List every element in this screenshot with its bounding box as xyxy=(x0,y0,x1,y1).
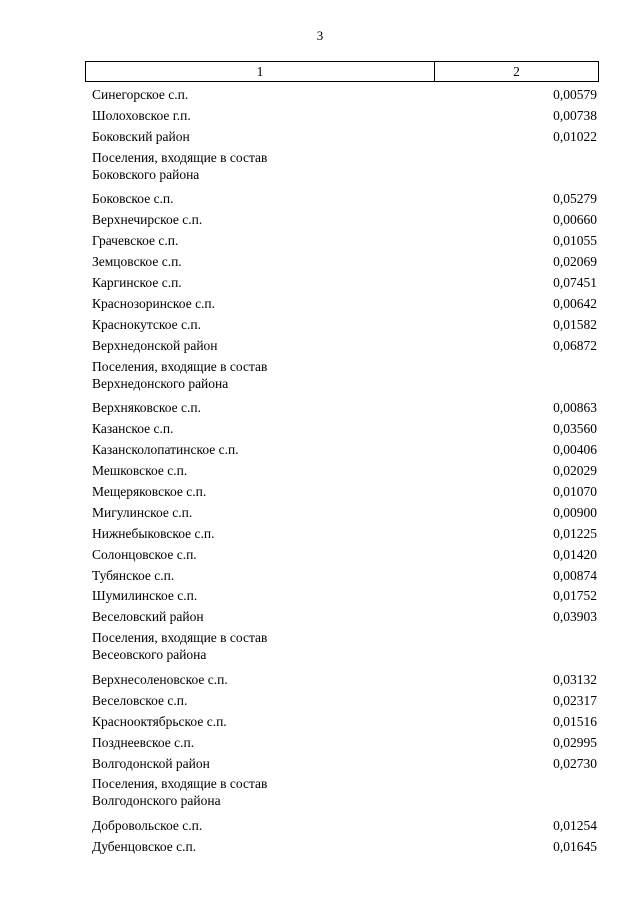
settlement-name: Краснокутское с.п. xyxy=(92,316,202,332)
coefficient-value: 0,02730 xyxy=(553,755,597,771)
table-row xyxy=(92,149,597,191)
settlement-name: Верхняковское с.п. xyxy=(92,400,201,416)
coefficient-value: 0,01645 xyxy=(553,839,597,855)
table-row xyxy=(92,713,597,734)
table-row xyxy=(92,483,597,504)
table-row xyxy=(92,86,597,107)
coefficient-value: 0,01516 xyxy=(553,713,597,729)
coefficient-value: 0,05279 xyxy=(553,191,597,207)
settlement-name: Синегорское с.п. xyxy=(92,87,189,102)
table-row xyxy=(92,337,597,358)
settlement-name: Веселовский район xyxy=(92,609,204,625)
settlement-name: Боковское с.п. xyxy=(92,191,174,207)
coefficient-value: 0,07451 xyxy=(553,275,597,291)
settlement-name: Поселения, входящие в состав Волгодонского района xyxy=(92,776,268,809)
table-row xyxy=(92,504,597,525)
settlement-name: Позднеевское с.п. xyxy=(92,734,195,750)
coefficient-value: 0,00660 xyxy=(553,212,597,228)
table-body xyxy=(92,86,597,859)
table-row xyxy=(92,692,597,713)
coefficient-value: 0,00900 xyxy=(553,504,597,520)
coefficient-value: 0,00642 xyxy=(553,295,597,311)
settlement-name: Верхнедонской район xyxy=(92,337,218,353)
table-row xyxy=(92,232,597,253)
settlement-name: Каргинское с.п. xyxy=(92,275,182,291)
table-row xyxy=(92,525,597,546)
settlement-name: Нижнебыковское с.п. xyxy=(92,525,215,541)
table-row xyxy=(92,838,597,859)
coefficient-value: 0,02029 xyxy=(553,463,597,479)
table-row xyxy=(92,128,597,149)
table-row xyxy=(92,107,597,128)
table-row xyxy=(92,671,597,692)
coefficient-value: 0,01022 xyxy=(553,128,597,144)
settlement-name: Веселовское с.п. xyxy=(92,692,188,708)
table-row xyxy=(92,587,597,608)
settlement-name: Шолоховское г.п. xyxy=(92,107,191,123)
table-row xyxy=(92,211,597,232)
settlement-name: Мигулинское с.п. xyxy=(92,504,193,520)
table-row xyxy=(92,253,597,274)
settlement-name: Казанское с.п. xyxy=(92,421,174,437)
coefficient-value: 0,00738 xyxy=(553,107,597,123)
settlement-name: Краснозоринское с.п. xyxy=(92,295,216,311)
settlement-name: Казанcколопатинское с.п. xyxy=(92,442,239,458)
header-col-2: 2 xyxy=(513,63,520,79)
coefficient-value: 0,03560 xyxy=(553,421,597,437)
table-header xyxy=(85,61,599,82)
settlement-name: Тубянское с.п. xyxy=(92,567,175,583)
table-row xyxy=(92,817,597,838)
table-row xyxy=(92,462,597,483)
coefficient-value: 0,00406 xyxy=(553,442,597,458)
settlement-name: Краснооктябрьское с.п. xyxy=(92,713,227,729)
coefficient-value: 0,01420 xyxy=(553,546,597,562)
coefficient-value: 0,01225 xyxy=(553,525,597,541)
settlement-name: Грачевское с.п. xyxy=(92,233,179,249)
settlement-name: Верхнечирское с.п. xyxy=(92,212,203,228)
coefficient-value: 0,00874 xyxy=(553,567,597,583)
coefficient-value: 0,01070 xyxy=(553,483,597,499)
coefficient-value: 0,02069 xyxy=(553,254,597,270)
table-row xyxy=(92,441,597,462)
table-row xyxy=(92,567,597,588)
table-row xyxy=(92,358,597,400)
table-row xyxy=(92,274,597,295)
settlement-name: Верхнесоленовское с.п. xyxy=(92,671,228,687)
header-col-1: 1 xyxy=(86,62,435,81)
coefficient-value: 0,02317 xyxy=(553,692,597,708)
settlement-name: Волгодонской район xyxy=(92,755,210,771)
settlement-name: Поселения, входящие в состав Верхнедонского района xyxy=(92,358,268,391)
table-row xyxy=(92,399,597,420)
settlement-name: Земцовское с.п. xyxy=(92,254,182,270)
table-row xyxy=(92,190,597,211)
table-row xyxy=(92,420,597,441)
settlement-name: Шумилинское с.п. xyxy=(92,588,198,604)
coefficient-value: 0,00579 xyxy=(553,87,597,102)
table-row xyxy=(92,629,597,671)
coefficient-value: 0,01752 xyxy=(553,588,597,604)
settlement-name: Мещеряковское с.п. xyxy=(92,483,207,499)
table-row xyxy=(92,608,597,629)
coefficient-value: 0,03132 xyxy=(553,671,597,687)
settlement-name: Мешковское с.п. xyxy=(92,463,188,479)
settlement-name: Поселения, входящие в состав Боковского района xyxy=(92,149,268,182)
table-row xyxy=(92,755,597,776)
table-row xyxy=(92,775,597,817)
coefficient-value: 0,01055 xyxy=(553,233,597,249)
settlement-name: Добровольское с.п. xyxy=(92,818,203,834)
coefficient-value: 0,02995 xyxy=(553,734,597,750)
coefficient-value: 0,01254 xyxy=(553,818,597,834)
coefficient-value: 0,06872 xyxy=(553,337,597,353)
coefficient-value: 0,01582 xyxy=(553,316,597,332)
coefficient-value: 0,00863 xyxy=(553,400,597,416)
settlement-name: Солонцовское с.п. xyxy=(92,546,197,562)
settlement-name: Боковский район xyxy=(92,128,190,144)
table-row xyxy=(92,316,597,337)
settlement-name: Дубенцовское с.п. xyxy=(92,839,197,855)
table-row xyxy=(92,734,597,755)
settlement-name: Поселения, входящие в состав Весеовского района xyxy=(92,630,268,663)
table-row xyxy=(92,295,597,316)
table-row xyxy=(92,546,597,567)
coefficient-value: 0,03903 xyxy=(553,609,597,625)
page-number: 3 xyxy=(316,28,324,43)
